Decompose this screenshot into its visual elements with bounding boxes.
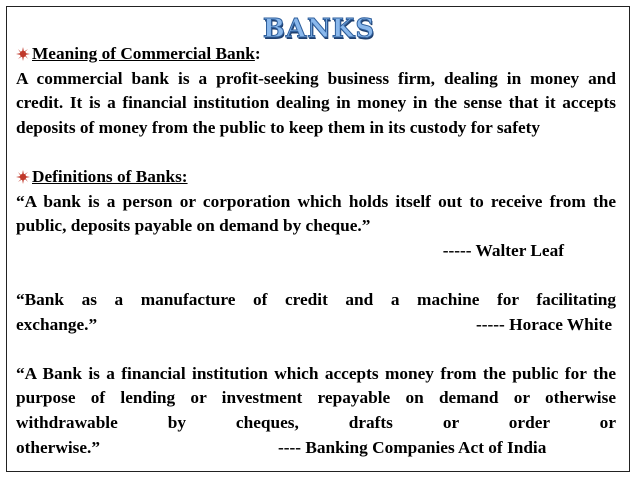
definition-quote-horace-white-line2: exchange.” <box>16 314 98 334</box>
definition-quote-banking-act-end: otherwise.” <box>16 437 100 457</box>
definition-quote-walter-leaf: “A bank is a person or corporation which holds itself out to receive from the public, deposits payable on demand by cheque.” <box>16 191 616 236</box>
meaning-paragraph: A commercial bank is a profit-seeking business firm, dealing in money and credit. It is a financial institution dealing in money in the sense that it accepts deposits of money from the public to keep them in its custody for safety <box>16 68 616 137</box>
heading-meaning-text: Meaning of Commercial Bank <box>32 44 255 63</box>
heading-meaning-colon: : <box>254 44 261 63</box>
definition-author-banking-act: ---- Banking Companies Act of India <box>278 437 547 457</box>
spacer <box>16 263 616 288</box>
definition-quote-banking-act: “A Bank is a financial institution which accepts money from the public for the purpose of lending or investment repayable on demand or otherwise withdrawable by cheques, drafts or order or <box>16 363 616 432</box>
definition-horace-white-line2 <box>16 313 616 338</box>
starburst-bullet-icon <box>16 170 30 184</box>
starburst-bullet-icon <box>16 47 30 61</box>
slide-title: BANKS <box>262 14 376 44</box>
section-heading-definitions <box>16 165 616 190</box>
definition-quote-horace-white-line1: “Bank as a manufacture of credit and a machine for facilitating <box>16 289 616 309</box>
heading-definitions-text: Definitions of Banks: <box>32 166 188 186</box>
definition-banking-act-last-line <box>16 436 616 461</box>
definition-author-horace-white: ----- Horace White <box>476 314 612 334</box>
section-heading-meaning <box>16 42 616 67</box>
spacer <box>16 337 616 362</box>
slide-content <box>16 42 616 460</box>
definition-author-walter-leaf: ----- Walter Leaf <box>442 240 564 260</box>
spacer <box>16 140 616 165</box>
